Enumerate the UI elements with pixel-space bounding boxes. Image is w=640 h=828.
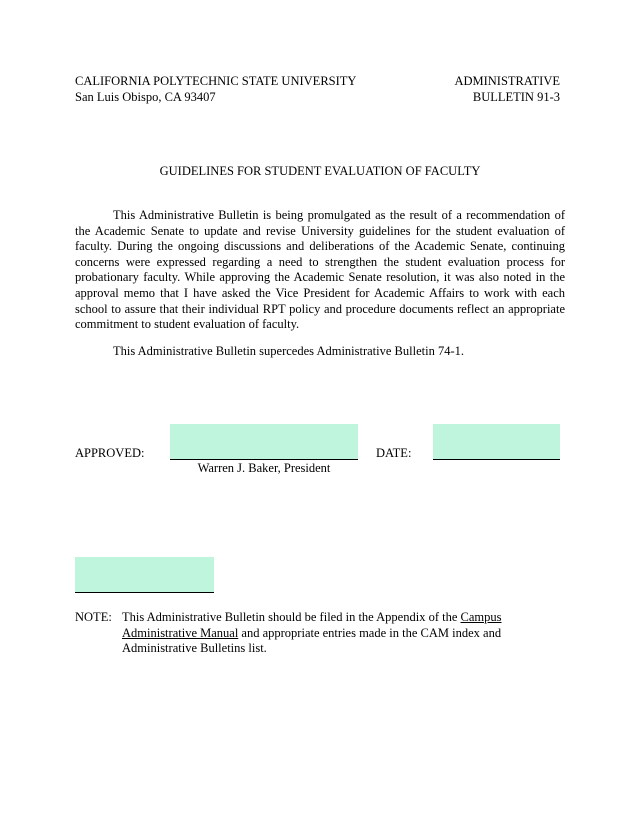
institution-name: CALIFORNIA POLYTECHNIC STATE UNIVERSITY xyxy=(75,74,357,88)
document-title: GUIDELINES FOR STUDENT EVALUATION OF FACULTY xyxy=(159,164,481,178)
note-text-after: and appropriate entries made in the CAM index and Administrative Bulletins list. xyxy=(122,625,502,656)
header-right xyxy=(360,74,560,105)
date-label: DATE: xyxy=(376,446,412,460)
body-paragraph-1: This Administrative Bulletin is being promulgated as the result of a recommendation of the Academic Senate to update and revise University guidelines for the student evaluation of faculty. During the ongoing discussions and deliberations of the Academic Senate, continuing concerns were expressed regarding a need to strengthen the student evaluation process for probationary faculty. While approving the Academic Senate resolution, it was also noted in the approval memo that I have asked the Vice President for Academic Affairs to work with each school to assure that their individual RPT policy and procedure documents reflect an appropriate commitment to student evaluation of faculty. xyxy=(75,208,565,332)
body-paragraph-2: This Administrative Bulletin supercedes Administrative Bulletin 74-1. xyxy=(113,344,464,358)
bulletin-number: BULLETIN 91-3 xyxy=(472,89,560,104)
note-label: NOTE: xyxy=(75,610,112,624)
header-left xyxy=(75,74,395,105)
manual-title: Campus Administrative Manual xyxy=(122,610,502,640)
signer-name: Warren J. Baker, President xyxy=(197,461,331,475)
document-type: ADMINISTRATIVE xyxy=(454,74,560,88)
institution-address: San Luis Obispo, CA 93407 xyxy=(75,89,216,104)
note-text-before: This Administrative Bulletin should be filed in the Appendix of the xyxy=(122,610,461,624)
additional-form-field[interactable] xyxy=(75,557,214,593)
signature-field[interactable] xyxy=(170,424,358,460)
date-field[interactable] xyxy=(433,424,560,460)
approved-label: APPROVED: xyxy=(75,446,145,460)
note-text xyxy=(122,610,522,657)
